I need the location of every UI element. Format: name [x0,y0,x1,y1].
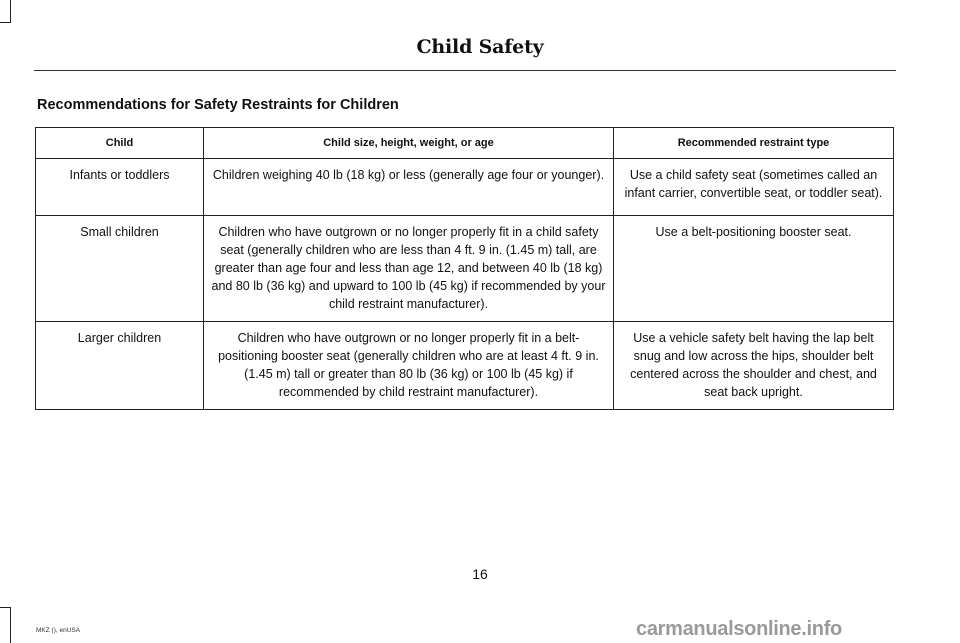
crop-mark-bottom-left-horizontal [0,607,11,608]
crop-mark-top-left-horizontal [0,22,11,23]
table-row [36,216,894,322]
table-cell-restraint-type: Use a child safety seat (sometimes called an infant carrier, convertible seat, or toddler seat). [614,159,894,216]
crop-mark-top-left-vertical [10,0,11,22]
table-cell-child: Larger children [36,322,204,410]
table-cell-child: Infants or toddlers [36,159,204,216]
table-cell-restraint-type: Use a vehicle safety belt having the lap belt snug and low across the hips, shoulder belt centered across the shoulder and chest, and seat back upright. [614,322,894,410]
column-header-child-size: Child size, height, weight, or age [204,128,614,159]
table-cell-restraint-type: Use a belt-positioning booster seat. [614,216,894,322]
column-header-restraint-type: Recommended restraint type [614,128,894,159]
table-cell-child-size: Children weighing 40 lb (18 kg) or less (generally age four or younger). [204,159,614,216]
restraint-recommendations-table [35,127,894,410]
watermark: carmanualsonline.info [636,618,842,640]
header-divider [34,70,896,71]
table-row [36,159,894,216]
section-title: Recommendations for Safety Restraints for Children [37,97,399,113]
page-header-title: Child Safety [416,36,544,58]
page-number: 16 [472,566,488,582]
table-header-row [36,128,894,159]
crop-mark-bottom-left-vertical [10,607,11,643]
table-cell-child: Small children [36,216,204,322]
column-header-child: Child [36,128,204,159]
footer-label: MKZ (), enUSA [36,627,81,634]
table-cell-child-size: Children who have outgrown or no longer properly fit in a child safety seat (generally children who are less than 4 ft. 9 in. (1.45 m) tall, are greater than age four and less than age 12, and between 40 lb (18 kg) and 80 lb (36 kg) and upward to 100 lb (45 kg) if recommended by your child restraint manufacturer). [204,216,614,322]
table-row [36,322,894,410]
table-cell-child-size: Children who have outgrown or no longer properly fit in a belt-positioning booster seat (generally children who are at least 4 ft. 9 in. (1.45 m) tall or greater than 80 lb (36 kg) or 100 lb (45 kg) if recommended by child restraint manufacturer). [204,322,614,410]
